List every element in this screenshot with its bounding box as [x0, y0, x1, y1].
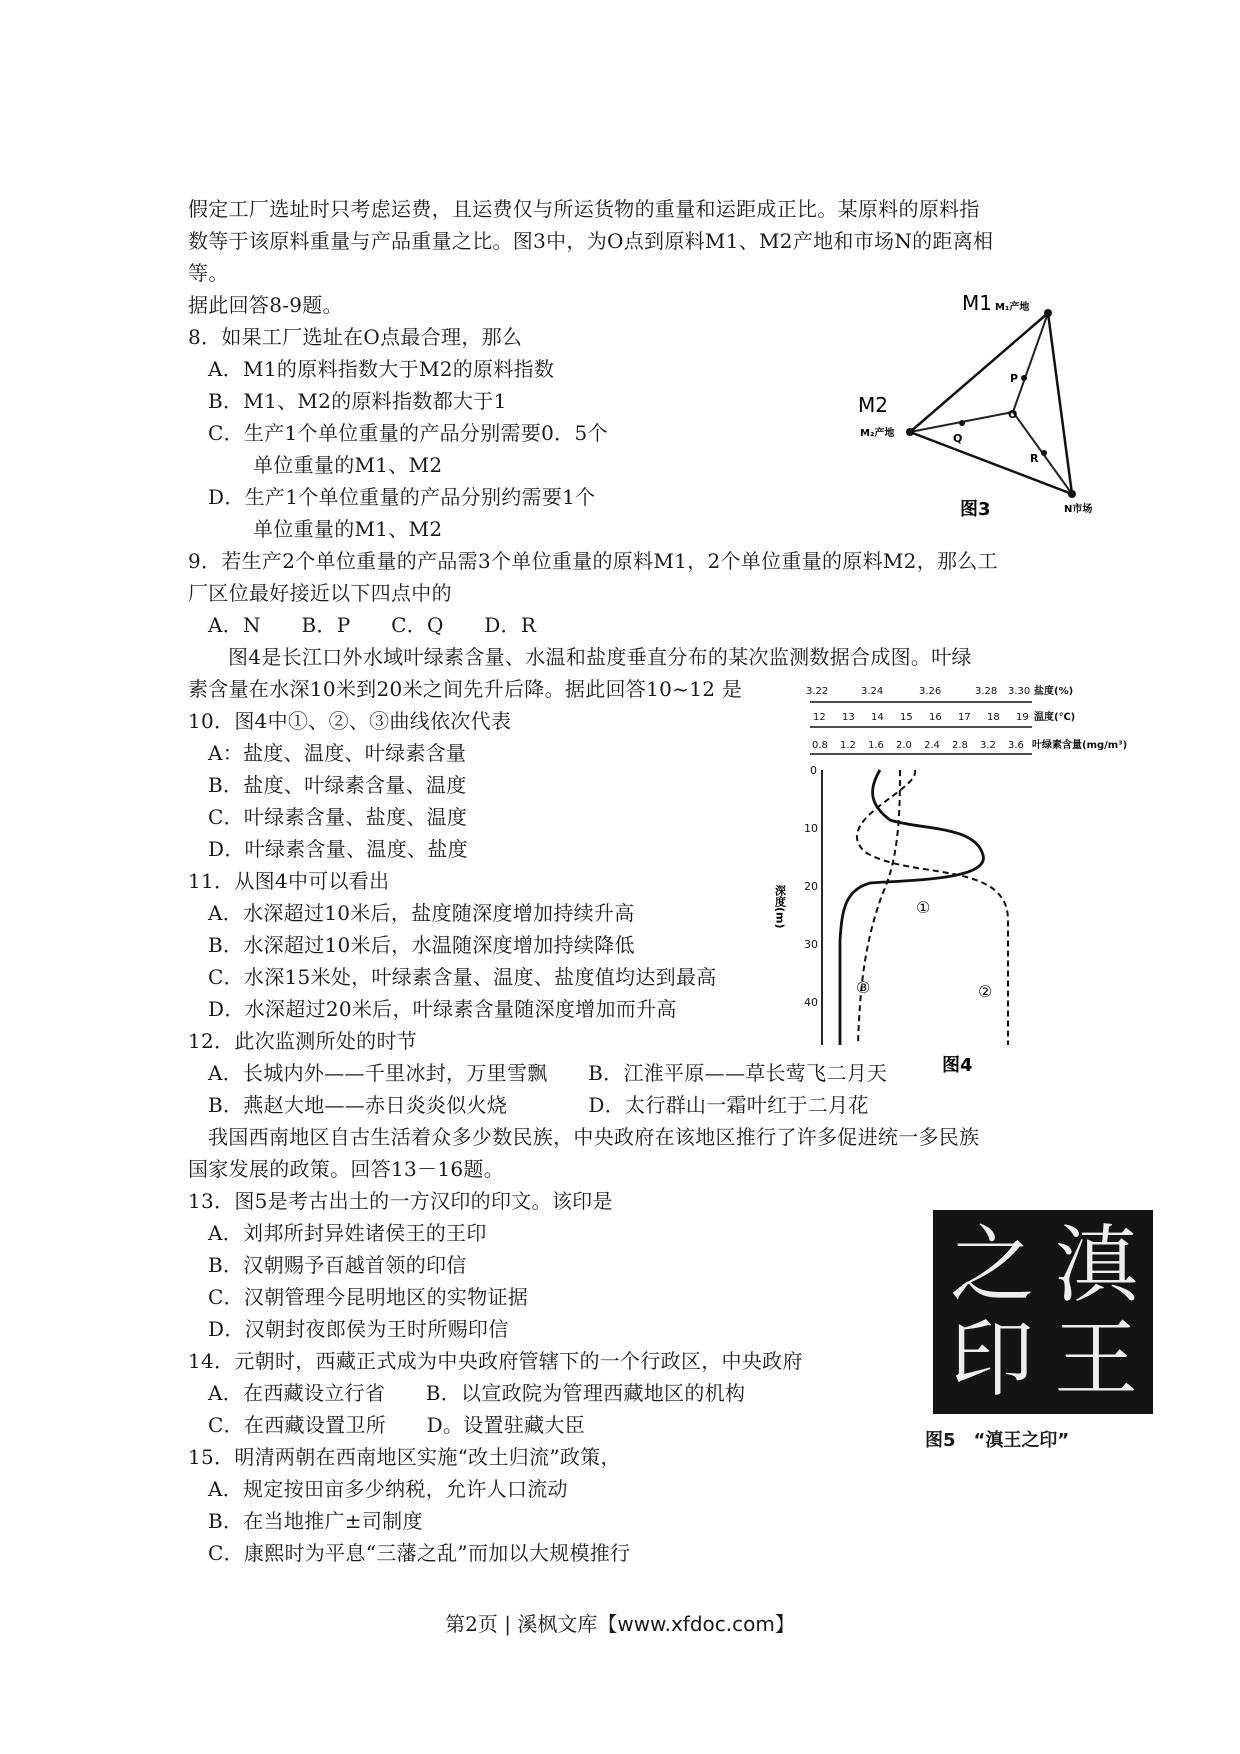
option: D．生产1个单位重量的产品分别约需要1个 [208, 485, 596, 509]
temp-tick: 12 [813, 712, 826, 723]
option: D．汉朝封夜郎侯为王时所赐印信 [208, 1317, 509, 1341]
m1-sub-label: M₁产地 [995, 302, 1030, 313]
text-line: 图4是长江口外水域叶绿素含量、水温和盐度垂直分布的某次监测数据合成图。叶绿 [228, 645, 972, 669]
temp-tick: 17 [958, 712, 971, 723]
q-label: Q [953, 432, 963, 445]
figure-5 [925, 1210, 1175, 1452]
option: C．生产1个单位重量的产品分别需要0．5个 [208, 421, 608, 445]
option: C．在西藏设置卫所 D。设置驻藏大臣 [208, 1413, 586, 1437]
options-row: A．N B．P C．Q D．R [208, 613, 537, 637]
depth-tick: 20 [804, 880, 818, 893]
option-cont: 单位重量的M1、M2 [253, 517, 443, 541]
option: A．刘邦所封异姓诸侯王的王印 [208, 1221, 487, 1245]
o-label: O [1008, 408, 1018, 421]
figure-3-caption: 图3 [960, 499, 991, 520]
option: A．规定按田亩多少纳税，允许人口流动 [208, 1477, 568, 1501]
depth-tick: 30 [804, 938, 818, 951]
temp-tick: 16 [929, 712, 942, 723]
option: C．叶绿素含量、盐度、温度 [208, 805, 468, 829]
curve-1-label: ① [916, 898, 931, 917]
text-line: 素含量在水深10米到20米之间先升后降。据此回答10~12 是 [188, 677, 743, 701]
option: A．M1的原料指数大于M2的原料指数 [208, 357, 555, 381]
question-11: 11．从图4中可以看出 [188, 869, 390, 893]
option: D．叶绿素含量、温度、盐度 [208, 837, 468, 861]
option-cont: 单位重量的M1、M2 [253, 453, 443, 477]
option: B．燕赵大地——赤日炎炎似火烧 D．太行群山一霜叶红于二月花 [208, 1093, 869, 1117]
question-10: 10．图4中①、②、③曲线依次代表 [188, 709, 512, 733]
footer-close: 】 [774, 1612, 795, 1636]
footer-page: 第2页 | 溪枫文库【 [445, 1612, 618, 1636]
text-line: 厂区位最好接近以下四点中的 [188, 581, 452, 605]
option: C．汉朝管理今昆明地区的实物证据 [208, 1285, 529, 1309]
figure-4-caption: 图4 [942, 1055, 973, 1075]
question-12: 12．此次监测所处的时节 [188, 1029, 418, 1053]
depth-tick: 10 [804, 822, 818, 835]
option: C．康熙时为平息“三藩之乱”而加以大规模推行 [208, 1541, 631, 1565]
chl-tick: 3.2 [980, 740, 996, 751]
text-line: 我国西南地区自古生活着众多少数民族，中央政府在该地区推行了许多促进统一多民族 [208, 1125, 980, 1149]
temp-label: 温度(℃) [1034, 712, 1076, 723]
question-15: 15．明清两朝在西南地区实施“改土归流”政策， [188, 1445, 621, 1469]
temp-tick: 18 [987, 712, 1000, 723]
m1-label: M1 [962, 291, 992, 315]
option: B．M1、M2的原料指数都大于1 [208, 389, 507, 413]
salinity-tick: 3.22 [806, 686, 829, 697]
seal-image [933, 1210, 1153, 1414]
text-line: 据此回答8-9题。 [188, 293, 343, 317]
question-14: 14．元朝时，西藏正式成为中央政府管辖下的一个行政区，中央政府 [188, 1349, 803, 1373]
option: B．汉朝赐予百越首领的印信 [208, 1253, 467, 1277]
r-label: R [1030, 452, 1039, 465]
curve-3-label: ③ [856, 978, 871, 997]
figure-4 [770, 680, 1170, 1075]
text-line: 等。 [188, 261, 229, 285]
option: C．水深15米处，叶绿素含量、温度、盐度值均达到最高 [208, 965, 717, 989]
chl-tick: 3.6 [1008, 740, 1024, 751]
text-line: 假定工厂选址时只考虑运费，且运费仅与所运货物的重量和运距成正比。某原料的原料指 [188, 197, 980, 221]
question-9: 9．若生产2个单位重量的产品需3个单位重量的原料M1，2个单位重量的原料M2，那么工 [188, 549, 998, 573]
depth-tick: 40 [804, 996, 818, 1009]
chl-label: 叶绿素含量(mg/m³) [1032, 740, 1128, 751]
salinity-tick: 3.28 [975, 686, 998, 697]
chl-tick: 1.2 [840, 740, 856, 751]
figure-3 [850, 290, 1120, 530]
figure-5-caption: 图5 “滇王之印” [925, 1430, 1070, 1451]
chl-tick: 2.0 [896, 740, 912, 751]
option: A．长城内外——千里冰封，万里雪飘 B．江淮平原——草长莺飞二月天 [208, 1061, 888, 1085]
temp-tick: 19 [1016, 712, 1029, 723]
option: A．在西藏设立行省 B．以宣政院为管理西藏地区的机构 [208, 1381, 746, 1405]
depth-label: 深度(m) [773, 885, 787, 929]
option: B．在当地推广±司制度 [208, 1509, 423, 1533]
footer-site-link[interactable]: www.xfdoc.com [617, 1612, 775, 1636]
seal-char: 王 [1053, 1310, 1138, 1408]
text-line: 国家发展的政策。回答13－16题。 [188, 1157, 504, 1181]
depth-tick: 0 [810, 764, 817, 777]
p-label: P [1010, 372, 1019, 385]
salinity-tick: 3.24 [861, 686, 884, 697]
seal-char: 之 [949, 1216, 1034, 1314]
salinity-tick: 3.26 [919, 686, 942, 697]
salinity-tick: 3.30 [1008, 686, 1031, 697]
chl-tick: 2.8 [952, 740, 968, 751]
temp-tick: 15 [900, 712, 913, 723]
temp-tick: 13 [842, 712, 855, 723]
question-13: 13．图5是考古出土的一方汉印的印文。该印是 [188, 1189, 613, 1213]
page-footer [0, 1608, 1240, 1637]
option: B．水深超过10米后，水温随深度增加持续降低 [208, 933, 635, 957]
curve-2-label: ② [978, 982, 993, 1001]
option: D．水深超过20米后，叶绿素含量随深度增加而升高 [208, 997, 677, 1021]
option: A．水深超过10米后，盐度随深度增加持续升高 [208, 901, 635, 925]
seal-char: 滇 [1053, 1216, 1138, 1314]
option: B．盐度、叶绿素含量、温度 [208, 773, 467, 797]
seal-char: 印 [949, 1310, 1034, 1408]
temp-tick: 14 [871, 712, 884, 723]
question-8: 8．如果工厂选址在O点最合理，那么 [188, 325, 523, 349]
n-label: N市场 [1064, 504, 1093, 515]
chl-tick: 0.8 [812, 740, 828, 751]
m2-label: M2 [858, 393, 888, 417]
chl-tick: 2.4 [924, 740, 940, 751]
salinity-label: 盐度(%) [1034, 686, 1074, 697]
m2-sub-label: M₂产地 [860, 428, 895, 439]
text-line: 数等于该原料重量与产品重量之比。图3中，为O点到原料M1、M2产地和市场N的距离相 [188, 229, 994, 253]
option: A：盐度、温度、叶绿素含量 [208, 741, 467, 765]
chl-tick: 1.6 [868, 740, 884, 751]
